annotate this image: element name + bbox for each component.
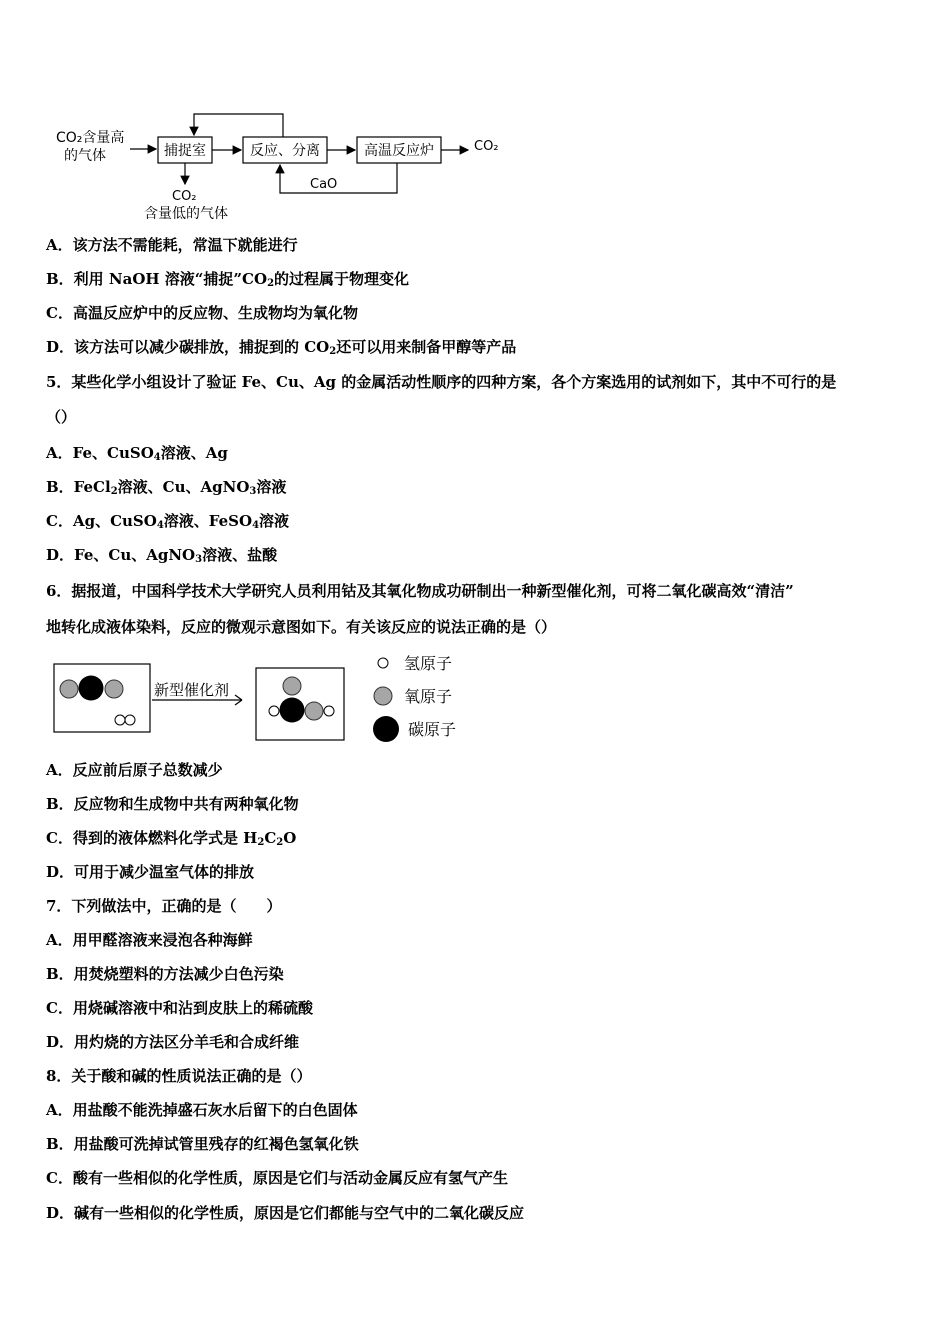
q6-option-c-post: O: [283, 829, 297, 847]
reactant-carbon-atom: [79, 676, 104, 701]
q8-option-c: C．酸有一些相似的化学性质，原因是它们与活动金属反应有氢气产生: [46, 1169, 508, 1187]
reaction-micro-diagram: [46, 648, 476, 752]
q5-option-b-post: 溶液: [256, 478, 287, 496]
flow-input-label-1: CO₂含量高: [56, 130, 125, 146]
flow-cao-label: CaO: [310, 177, 338, 192]
reactant-hydrogen-atom-1: [115, 715, 125, 725]
q5-option-c-sub2: 4: [252, 520, 260, 531]
q5-option-b-pre: B．FeCl: [46, 478, 111, 496]
q5-option-a-pre: A．Fe、CuSO: [46, 444, 154, 462]
q8-stem: 8．关于酸和碱的性质说法正确的是（）: [46, 1067, 312, 1085]
q6-option-b: B．反应物和生成物中共有两种氧化物: [46, 795, 299, 813]
flow-recycle-top-line: [194, 114, 283, 137]
legend-carbon-label: 碳原子: [408, 720, 457, 739]
q6-option-c-mid: C: [264, 829, 277, 847]
product-hydrogen-atom-left: [269, 706, 279, 716]
flow-output-label: CO₂: [474, 139, 499, 154]
q5-option-b: [46, 477, 286, 497]
q6-stem-line2: 地转化成液体染料，反应的微观示意图如下。有关该反应的说法正确的是（）: [46, 618, 557, 636]
flow-cao-return-line: [280, 163, 397, 193]
q7-option-c: C．用烧碱溶液中和沾到皮肤上的稀硫酸: [46, 999, 313, 1017]
q8-option-d: D．碱有一些相似的化学性质，原因是它们都能与空气中的二氧化碳反应: [46, 1204, 525, 1222]
q5-option-d-pre: D．Fe、Cu、AgNO: [46, 546, 196, 564]
q6-option-c: [46, 828, 296, 848]
q6-option-c-pre: C．得到的液体燃料化学式是 H: [46, 829, 258, 847]
q7-stem: 7．下列做法中，正确的是（ ）: [46, 897, 282, 915]
q4-option-b-pre: B．利用 NaOH 溶液“捕捉”CO: [46, 270, 268, 288]
q5-option-d-post: 溶液、盐酸: [202, 546, 278, 564]
q7-option-b: B．用焚烧塑料的方法减少白色污染: [46, 965, 284, 983]
product-hydrogen-atom-right: [324, 706, 334, 716]
q4-option-b-sub: 2: [267, 278, 275, 289]
q5-option-b-sub: 2: [110, 486, 118, 497]
catalyst-label: 新型催化剂: [154, 681, 230, 699]
q5-option-a-post: 溶液、Ag: [160, 444, 228, 462]
reactant-hydrogen-atom-2: [125, 715, 135, 725]
flow-box-capture-label: 捕捉室: [164, 143, 206, 159]
q6-option-c-sub1: 2: [257, 837, 265, 848]
product-carbon-atom: [280, 698, 305, 723]
q5-option-c-sub: 4: [156, 520, 164, 531]
q5-option-c: [46, 511, 289, 531]
flow-box-furnace-label: 高温反应炉: [364, 143, 434, 159]
product-oxygen-atom-top: [283, 677, 301, 695]
q4-option-a: A．该方法不需能耗，常温下就能进行: [46, 236, 298, 254]
q6-option-c-sub2: 2: [276, 837, 284, 848]
q5-option-c-post: 溶液: [259, 512, 290, 530]
reactant-oxygen-atom-right: [105, 680, 123, 698]
product-oxygen-atom-right: [305, 702, 323, 720]
legend-oxygen-icon: [374, 687, 392, 705]
q5-option-a: [46, 443, 228, 463]
co2-capture-flowchart: [40, 104, 520, 228]
flow-input-label-2: 的气体: [64, 148, 106, 164]
q5-option-c-pre: C．Ag、CuSO: [46, 512, 157, 530]
q5-option-b-sub2: 3: [249, 486, 257, 497]
reactant-oxygen-atom-left: [60, 680, 78, 698]
q4-option-c: C．高温反应炉中的反应物、生成物均为氧化物: [46, 304, 358, 322]
q5-option-d-sub: 3: [195, 554, 203, 565]
q7-option-d: D．用灼烧的方法区分羊毛和合成纤维: [46, 1033, 300, 1051]
q4-option-d-post: 还可以用来制备甲醇等产品: [336, 338, 517, 356]
flow-box-reaction-label: 反应、分离: [250, 143, 320, 159]
q4-option-d-pre: D．该方法可以减少碳排放，捕捉到的 CO: [46, 338, 330, 356]
q5-option-b-mid: 溶液、Cu、AgNO: [117, 478, 250, 496]
legend-hydrogen-label: 氢原子: [404, 654, 453, 673]
q4-option-b-post: 的过程属于物理变化: [274, 270, 410, 288]
q5-option-d: [46, 545, 277, 565]
q5-paren: （）: [46, 408, 77, 426]
q5-option-c-mid: 溶液、FeSO: [163, 512, 253, 530]
q8-option-a: A．用盐酸不能洗掉盛石灰水后留下的白色固体: [46, 1101, 358, 1119]
legend-oxygen-label: 氧原子: [404, 687, 453, 706]
q4-option-b: [46, 269, 409, 289]
legend-carbon-icon: [373, 716, 399, 742]
q4-option-d: [46, 337, 516, 357]
q5-option-a-sub: 4: [153, 452, 161, 463]
q7-option-a: A．用甲醛溶液来浸泡各种海鲜: [46, 931, 253, 949]
q6-option-d: D．可用于减少温室气体的排放: [46, 863, 255, 881]
q8-option-b: B．用盐酸可洗掉试管里残存的红褐色氢氧化铁: [46, 1135, 359, 1153]
flow-bottom-gas-label: 含量低的气体: [144, 206, 228, 222]
q5-stem: 5．某些化学小组设计了验证 Fe、Cu、Ag 的金属活动性顺序的四种方案，各个方案选用的试剂如下，其中不可行的是: [46, 373, 837, 391]
q6-stem-line1: 6．据报道，中国科学技术大学研究人员利用钴及其氧化物成功研制出一种新型催化剂，可将二氧化碳高效“清洁”: [46, 582, 794, 600]
flow-bottom-co2-label: CO₂: [172, 189, 197, 204]
legend-hydrogen-icon: [378, 658, 388, 668]
q4-option-d-sub: 2: [329, 346, 337, 357]
q6-option-a: A．反应前后原子总数减少: [46, 761, 223, 779]
